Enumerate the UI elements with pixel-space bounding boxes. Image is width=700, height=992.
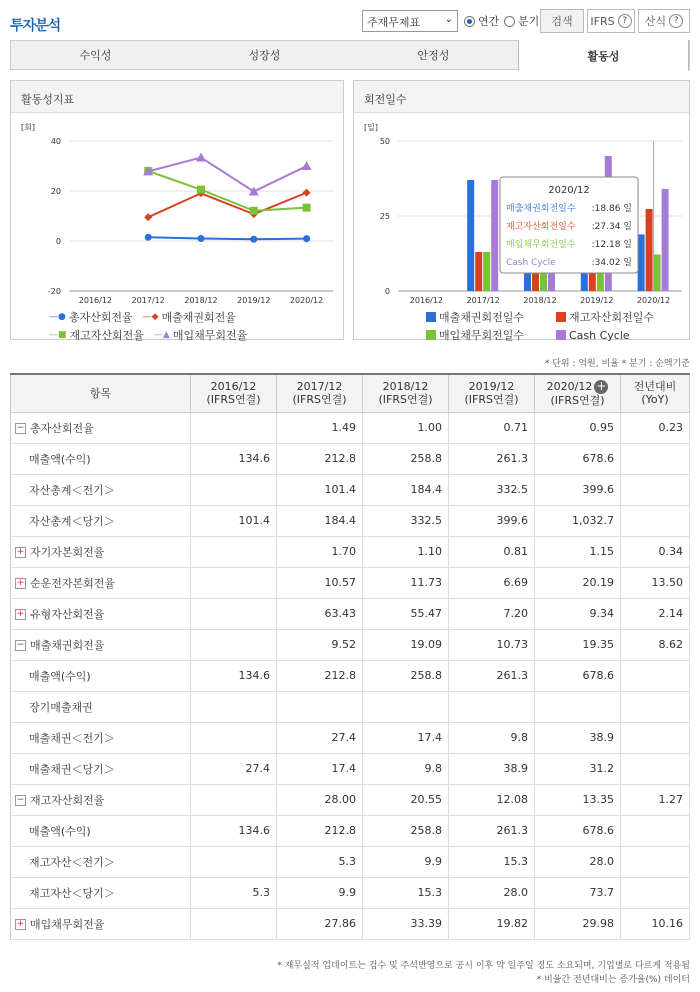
row-label — [11, 877, 191, 908]
row-label-text: 매출액(수익) — [29, 669, 91, 683]
legend-marker-icon: —▲ — [153, 330, 170, 340]
table-cell: 63.43 — [277, 598, 363, 629]
table-row — [11, 722, 690, 753]
table-cell: 1.49 — [277, 412, 363, 443]
column-header-year — [535, 374, 621, 412]
bar — [646, 209, 653, 291]
table-row — [11, 908, 690, 939]
row-label — [11, 691, 191, 722]
row-label-text: 매출채권회전율 — [30, 638, 105, 652]
y-tick-label: 0 — [55, 237, 61, 246]
series-line — [148, 158, 306, 192]
table-cell: 10.57 — [277, 567, 363, 598]
table-cell: 20.55 — [363, 784, 449, 815]
table-cell: 1.70 — [277, 536, 363, 567]
top-bar — [0, 0, 700, 40]
page-title: 투자분석 — [10, 18, 61, 34]
legend-label: 매출채권회전율 — [161, 311, 236, 324]
row-label[interactable] — [11, 567, 191, 598]
table-cell: 9.52 — [277, 629, 363, 660]
column-year-label: 2016/12 — [210, 380, 257, 394]
table-cell: 184.4 — [277, 505, 363, 536]
data-point — [303, 204, 311, 212]
table-row — [11, 815, 690, 846]
annual-radio[interactable] — [464, 13, 499, 29]
table-cell: 28.0 — [449, 877, 535, 908]
table-row — [11, 443, 690, 474]
data-point — [250, 207, 258, 215]
y-tick-label: -20 — [47, 287, 61, 296]
data-point — [198, 235, 205, 242]
table-cell — [191, 412, 277, 443]
table-cell: 0.95 — [535, 412, 621, 443]
y-axis-unit: [일] — [364, 123, 378, 132]
legend-item[interactable] — [426, 309, 546, 325]
row-label-text: 매출채권＜전기＞ — [29, 731, 115, 745]
table-cell — [621, 660, 690, 691]
table-row — [11, 629, 690, 660]
legend-swatch-icon — [426, 330, 436, 340]
row-label-text: 유형자산회전율 — [30, 607, 105, 621]
data-point — [145, 234, 152, 241]
table-cell: 101.4 — [191, 505, 277, 536]
row-label-text: 순운전자본회전율 — [30, 576, 116, 590]
table-cell — [621, 443, 690, 474]
table-header-row — [11, 374, 690, 412]
legend-label: 재고자산회전일수 — [569, 311, 655, 324]
row-label-text: 매입채무회전율 — [30, 917, 105, 931]
table-cell: 28.0 — [535, 846, 621, 877]
table-cell: 258.8 — [363, 660, 449, 691]
row-label-text: 매출채권＜당기＞ — [29, 762, 115, 776]
column-header-item: 항목 — [11, 374, 191, 412]
table-cell: 134.6 — [191, 815, 277, 846]
table-row — [11, 536, 690, 567]
table-cell: 258.8 — [363, 815, 449, 846]
column-year-label: 2020/12 — [546, 379, 593, 393]
column-header-year — [277, 374, 363, 412]
table-cell: 38.9 — [535, 722, 621, 753]
series-line — [148, 237, 306, 239]
x-tick-label: 2018/12 — [184, 296, 218, 305]
table-cell: 27.4 — [277, 722, 363, 753]
table-cell: 9.34 — [535, 598, 621, 629]
x-tick-label: 2017/12 — [466, 296, 500, 305]
collapse-icon[interactable]: − — [16, 423, 25, 433]
select-value: 주재무제표 — [367, 16, 421, 29]
column-basis-label: (IFRS연결) — [550, 393, 605, 407]
table-cell: 33.39 — [363, 908, 449, 939]
data-point — [303, 235, 310, 242]
table-cell: 27.4 — [191, 753, 277, 784]
table-cell: 1.27 — [621, 784, 690, 815]
table-cell: 134.6 — [191, 443, 277, 474]
table-cell — [191, 722, 277, 753]
table-cell: 212.8 — [277, 660, 363, 691]
table-row — [11, 784, 690, 815]
bar — [654, 254, 661, 291]
expand-icon[interactable]: + — [16, 919, 25, 929]
radio-unselected-icon — [504, 16, 515, 27]
collapse-icon[interactable]: − — [16, 640, 25, 650]
legend-item[interactable] — [556, 327, 676, 343]
table-cell: 0.34 — [621, 536, 690, 567]
table-row — [11, 691, 690, 722]
formula-help-button[interactable] — [638, 9, 690, 33]
table-row — [11, 660, 690, 691]
turnover-days-chart — [354, 113, 691, 339]
table-cell: 134.6 — [191, 660, 277, 691]
table-cell: 11.73 — [363, 567, 449, 598]
table-row — [11, 505, 690, 536]
table-cell: 261.3 — [449, 815, 535, 846]
table-cell — [621, 474, 690, 505]
table-cell: 17.4 — [363, 722, 449, 753]
table-row — [11, 567, 690, 598]
column-header-year — [363, 374, 449, 412]
bar — [483, 252, 490, 291]
table-cell: 1,032.7 — [535, 505, 621, 536]
table-cell — [621, 846, 690, 877]
column-year-label: 2018/12 — [382, 380, 429, 394]
table-cell — [191, 908, 277, 939]
table-cell — [363, 691, 449, 722]
row-label — [11, 474, 191, 505]
table-cell: 2.14 — [621, 598, 690, 629]
x-tick-label: 2019/12 — [580, 296, 614, 305]
table-cell: 28.00 — [277, 784, 363, 815]
table-cell: 10.73 — [449, 629, 535, 660]
y-tick-label: 20 — [50, 187, 61, 196]
legend-item[interactable] — [49, 327, 144, 343]
table-cell: 0.71 — [449, 412, 535, 443]
table-cell: 13.50 — [621, 567, 690, 598]
tooltip-title: 2020/12 — [548, 185, 590, 196]
turnover-days-panel — [353, 80, 690, 340]
table-cell: 55.47 — [363, 598, 449, 629]
table-cell: 1.10 — [363, 536, 449, 567]
table-cell: 212.8 — [277, 443, 363, 474]
bar — [662, 189, 669, 291]
statement-type-select[interactable] — [362, 10, 458, 32]
y-tick-label: 40 — [50, 137, 61, 146]
bar — [638, 234, 645, 291]
table-cell: 73.7 — [535, 877, 621, 908]
table-cell — [449, 691, 535, 722]
legend-label: Cash Cycle — [569, 328, 630, 342]
table-row — [11, 753, 690, 784]
x-tick-label: 2018/12 — [523, 296, 557, 305]
table-cell — [621, 753, 690, 784]
table-cell: 27.86 — [277, 908, 363, 939]
yoy-sub-label: (YoY) — [641, 393, 669, 407]
bar — [467, 180, 474, 291]
table-cell: 19.09 — [363, 629, 449, 660]
legend-marker-icon: —● — [49, 312, 66, 322]
legend-label: 매입채무회전율 — [172, 329, 248, 342]
table-cell — [191, 598, 277, 629]
table-cell — [191, 691, 277, 722]
table-cell: 0.81 — [449, 536, 535, 567]
table-cell — [621, 691, 690, 722]
row-label — [11, 815, 191, 846]
table-cell: 5.3 — [191, 877, 277, 908]
row-label[interactable] — [11, 629, 191, 660]
collapse-icon[interactable]: − — [16, 795, 25, 805]
row-label — [11, 660, 191, 691]
table-cell: 9.8 — [449, 722, 535, 753]
table-cell: 332.5 — [363, 505, 449, 536]
table-cell — [191, 784, 277, 815]
table-cell: 38.9 — [449, 753, 535, 784]
table-cell: 212.8 — [277, 815, 363, 846]
ifrs-help-button[interactable] — [587, 9, 635, 33]
table-cell: 261.3 — [449, 443, 535, 474]
table-cell: 678.6 — [535, 815, 621, 846]
table-cell: 29.98 — [535, 908, 621, 939]
row-label-text: 재고자산회전율 — [30, 793, 105, 807]
x-tick-label: 2019/12 — [237, 296, 271, 305]
data-point — [196, 153, 206, 162]
table-cell: 7.20 — [449, 598, 535, 629]
tab-activity[interactable]: 활동성 — [518, 40, 689, 71]
table-cell: 6.69 — [449, 567, 535, 598]
table-cell: 678.6 — [535, 443, 621, 474]
table-cell: 0.23 — [621, 412, 690, 443]
table-cell — [191, 474, 277, 505]
row-label-text: 재고자산＜전기＞ — [29, 855, 115, 869]
column-year-label: 2019/12 — [468, 380, 515, 394]
table-cell: 258.8 — [363, 443, 449, 474]
search-button[interactable] — [540, 9, 584, 33]
expand-icon[interactable]: + — [16, 547, 25, 557]
table-cell: 10.16 — [621, 908, 690, 939]
row-label[interactable] — [11, 536, 191, 567]
column-basis-label: (IFRS연결) — [206, 393, 261, 407]
panel-title: 활동성지표 — [11, 81, 343, 113]
table-cell — [277, 691, 363, 722]
y-tick-label: 0 — [384, 287, 390, 296]
table-cell: 678.6 — [535, 660, 621, 691]
tooltip-label: 매출채권회전일수 — [506, 204, 576, 214]
table-cell: 15.3 — [363, 877, 449, 908]
table-cell — [191, 536, 277, 567]
tooltip-value: :12.18 일 — [591, 240, 632, 250]
row-label-text: 자산총계＜당기＞ — [29, 514, 115, 528]
table-cell: 5.3 — [277, 846, 363, 877]
table-cell: 12.08 — [449, 784, 535, 815]
table-cell: 399.6 — [449, 505, 535, 536]
table-cell — [191, 567, 277, 598]
tab-growth[interactable]: 성장성 — [248, 49, 281, 62]
column-header-yoy — [621, 374, 690, 412]
tab-stability[interactable]: 안정성 — [417, 49, 450, 62]
expand-icon[interactable]: + — [16, 578, 25, 588]
table-row — [11, 877, 690, 908]
data-point — [302, 161, 312, 170]
expand-icon[interactable]: + — [16, 609, 25, 619]
search-button-label: 검색 — [551, 15, 573, 28]
legend-label: 재고자산회전율 — [69, 329, 144, 342]
annual-radio-label: 연간 — [478, 15, 500, 28]
tooltip-value: :34.02 일 — [591, 258, 632, 268]
table-row — [11, 474, 690, 505]
activity-ratio-panel — [10, 80, 344, 340]
tooltip-value: :27.34 일 — [591, 222, 632, 232]
x-tick-label: 2020/12 — [636, 296, 671, 305]
x-tick-label: 2017/12 — [131, 296, 165, 305]
tab-profitability[interactable]: 수익성 — [79, 49, 112, 62]
row-label-text: 장기매출채권 — [29, 700, 93, 714]
table-cell — [191, 629, 277, 660]
legend-item[interactable] — [49, 309, 133, 325]
ifrs-label: IFRS — [590, 14, 615, 28]
column-basis-label: (IFRS연결) — [464, 393, 519, 407]
tooltip-label: 재고자산회전일수 — [506, 222, 576, 232]
table-cell: 13.35 — [535, 784, 621, 815]
table-cell: 17.4 — [277, 753, 363, 784]
legend-marker-icon: —◆ — [142, 312, 159, 322]
quarter-radio-label: 분기 — [518, 15, 540, 28]
row-label — [11, 846, 191, 877]
legend-label: 매출채권회전일수 — [439, 311, 525, 324]
legend-label: 총자산회전율 — [68, 311, 133, 324]
table-cell: 9.8 — [363, 753, 449, 784]
table-cell: 8.62 — [621, 629, 690, 660]
x-tick-label: 2020/12 — [289, 296, 324, 305]
row-label — [11, 505, 191, 536]
panel-title: 회전일수 — [354, 81, 689, 113]
legend-item[interactable] — [426, 327, 546, 343]
row-label-text: 재고자산＜당기＞ — [29, 886, 115, 900]
legend-item[interactable] — [143, 309, 236, 325]
row-label[interactable] — [11, 908, 191, 939]
table-cell: 15.3 — [449, 846, 535, 877]
table-cell — [621, 877, 690, 908]
formula-label: 산식 — [644, 15, 667, 28]
row-label — [11, 722, 191, 753]
legend-item[interactable] — [556, 309, 676, 325]
radio-selected-icon — [464, 16, 475, 27]
table-cell — [621, 505, 690, 536]
column-header-year — [449, 374, 535, 412]
table-cell: 9.9 — [277, 877, 363, 908]
row-label-text: 자산총계＜전기＞ — [29, 483, 115, 497]
legend-item[interactable] — [154, 327, 247, 343]
row-label[interactable] — [11, 598, 191, 629]
legend-swatch-icon — [426, 312, 436, 322]
legend-swatch-icon — [556, 312, 566, 322]
tooltip-value: :18.86 일 — [591, 204, 632, 214]
column-year-label: 2017/12 — [296, 380, 343, 394]
table-cell — [621, 815, 690, 846]
help-icon: ? — [618, 14, 632, 28]
row-label — [11, 443, 191, 474]
unit-note: * 단위 : 억원, 비율 * 분기 : 순액기준 — [544, 359, 690, 369]
analysis-tabs — [10, 40, 690, 70]
footnote-update: * 재무실적 업데이트는 검수 및 주석반영으로 공시 이후 약 일주일 정도 소요되며, 기업별로 다르게 적용됨 — [277, 961, 690, 971]
x-tick-label: 2016/12 — [78, 296, 113, 305]
row-label — [11, 753, 191, 784]
data-point — [197, 186, 205, 194]
table-cell: 31.2 — [535, 753, 621, 784]
table-cell — [535, 691, 621, 722]
bar — [491, 180, 498, 291]
activity-ratio-chart — [11, 113, 345, 339]
chevron-down-icon: ⌄ — [444, 14, 453, 25]
row-label[interactable] — [11, 412, 191, 443]
quarter-radio[interactable] — [504, 13, 539, 29]
bar — [475, 252, 482, 291]
y-axis-unit: [회] — [21, 123, 35, 132]
row-label[interactable] — [11, 784, 191, 815]
help-icon: ? — [669, 14, 683, 28]
table-row — [11, 846, 690, 877]
legend-marker-icon: —■ — [49, 330, 67, 340]
yoy-label: 전년대비 — [633, 380, 677, 394]
table-cell: 19.35 — [535, 629, 621, 660]
legend-swatch-icon — [556, 330, 566, 340]
footnote-yoy: * 비율간 전년대비는 증가율(%) 데이터 — [536, 975, 690, 985]
column-header-year — [191, 374, 277, 412]
row-label-text: 총자산회전율 — [30, 421, 94, 435]
column-basis-label: (IFRS연결) — [378, 393, 433, 407]
bar-chart-legend — [426, 309, 686, 343]
x-tick-label: 2016/12 — [409, 296, 444, 305]
table-cell: 20.19 — [535, 567, 621, 598]
tooltip-label: Cash Cycle — [506, 258, 556, 268]
legend-label: 매입채무회전일수 — [439, 329, 525, 342]
table-row — [11, 598, 690, 629]
row-label-text: 자기자본회전율 — [30, 545, 105, 559]
add-column-icon[interactable]: + — [596, 379, 607, 394]
activity-ratio-table — [10, 373, 690, 940]
table-cell: 399.6 — [535, 474, 621, 505]
y-tick-label: 25 — [379, 212, 390, 221]
table-cell: 184.4 — [363, 474, 449, 505]
y-tick-label: 50 — [379, 137, 390, 146]
data-point — [144, 213, 152, 221]
table-cell: 9.9 — [363, 846, 449, 877]
tooltip-label: 매입채무회전일수 — [506, 240, 576, 250]
column-basis-label: (IFRS연결) — [292, 393, 347, 407]
row-label-text: 매출액(수익) — [29, 452, 91, 466]
table-body — [11, 412, 690, 939]
table-cell: 261.3 — [449, 660, 535, 691]
line-chart-legend — [49, 309, 339, 343]
table-cell: 1.15 — [535, 536, 621, 567]
series-line — [148, 193, 306, 218]
table-cell: 19.82 — [449, 908, 535, 939]
row-label-text: 매출액(수익) — [29, 824, 91, 838]
table-cell: 101.4 — [277, 474, 363, 505]
table-cell: 332.5 — [449, 474, 535, 505]
data-point — [303, 189, 311, 197]
table-cell — [621, 722, 690, 753]
data-point — [250, 236, 257, 243]
table-row — [11, 412, 690, 443]
table-cell — [191, 846, 277, 877]
table-cell: 1.00 — [363, 412, 449, 443]
